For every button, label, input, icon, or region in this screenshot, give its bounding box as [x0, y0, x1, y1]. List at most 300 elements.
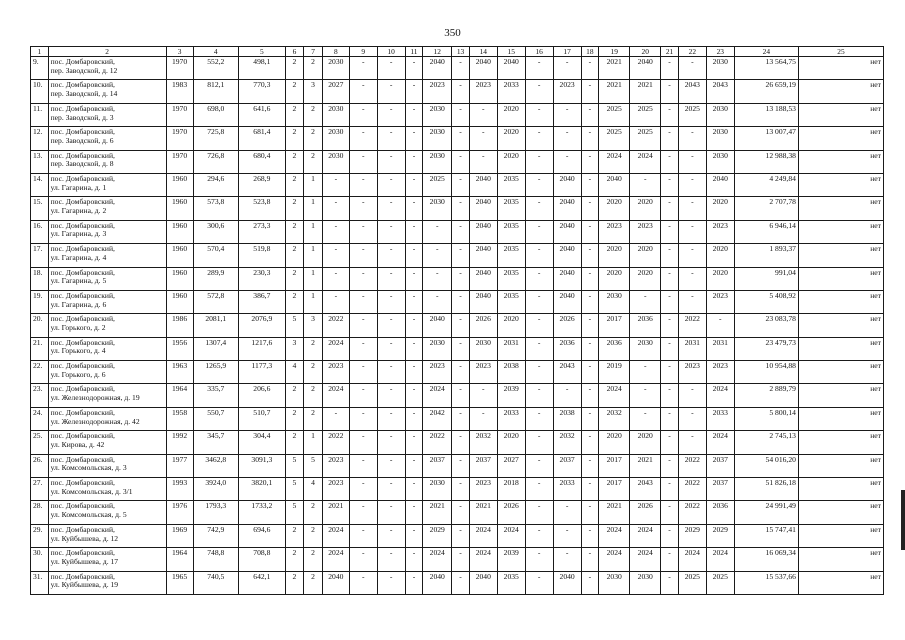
- table-cell: 2021: [599, 501, 630, 524]
- table-cell: 2024: [706, 384, 734, 407]
- table-cell: 2040: [469, 173, 497, 196]
- table-cell: 2032: [553, 431, 581, 454]
- table-cell: -: [377, 337, 405, 360]
- table-cell: 2026: [469, 314, 497, 337]
- column-header-16: 16: [525, 47, 553, 57]
- column-header-15: 15: [497, 47, 525, 57]
- table-cell: нет: [798, 454, 883, 477]
- table-cell: 1733,2: [239, 501, 286, 524]
- table-cell: 300,6: [193, 220, 239, 243]
- table-cell: 2023: [423, 361, 452, 384]
- table-cell: 694,6: [239, 524, 286, 547]
- table-cell: 1: [304, 244, 323, 267]
- table-cell: 2022: [678, 454, 706, 477]
- table-cell: 2: [285, 571, 304, 594]
- table-cell: -: [423, 220, 452, 243]
- table-cell: -: [581, 314, 599, 337]
- table-cell: 2020: [630, 244, 661, 267]
- address-cell: пос. Домбаровский, пер. Заводской, д. 14: [48, 80, 166, 103]
- table-cell: 5: [304, 454, 323, 477]
- table-cell: 2: [304, 150, 323, 173]
- table-cell: 770,3: [239, 80, 286, 103]
- table-cell: 1970: [166, 150, 193, 173]
- table-cell: -: [452, 173, 470, 196]
- table-cell: -: [377, 548, 405, 571]
- table-cell: 573,8: [193, 197, 239, 220]
- table-cell: -: [405, 290, 423, 313]
- table-cell: -: [452, 384, 470, 407]
- table-cell: -: [349, 337, 377, 360]
- table-cell: -: [678, 431, 706, 454]
- table-cell: 2031: [706, 337, 734, 360]
- table-cell: -: [423, 267, 452, 290]
- column-header-25: 25: [798, 47, 883, 57]
- address-cell: пос. Домбаровский, ул. Комсомольская, д. 3: [48, 454, 166, 477]
- table-cell: -: [581, 220, 599, 243]
- table-cell: -: [661, 478, 679, 501]
- table-cell: -: [377, 361, 405, 384]
- table-cell: -: [581, 524, 599, 547]
- address-cell: пос. Домбаровский, ул. Гагарина, д. 1: [48, 173, 166, 196]
- table-cell: -: [661, 267, 679, 290]
- column-header-13: 13: [452, 47, 470, 57]
- table-row: [31, 290, 884, 313]
- table-cell: -: [525, 454, 553, 477]
- table-cell: 2020: [497, 127, 525, 150]
- table-cell: 6 946,14: [734, 220, 798, 243]
- table-cell: -: [349, 571, 377, 594]
- table-cell: 570,4: [193, 244, 239, 267]
- table-cell: 2030: [423, 197, 452, 220]
- table-cell: 2: [285, 150, 304, 173]
- table-cell: -: [377, 197, 405, 220]
- table-cell: -: [377, 431, 405, 454]
- table-cell: 268,9: [239, 173, 286, 196]
- table-cell: 5 800,14: [734, 407, 798, 430]
- table-cell: 273,3: [239, 220, 286, 243]
- table-cell: -: [377, 267, 405, 290]
- table-cell: 2040: [469, 571, 497, 594]
- table-cell: 2026: [630, 501, 661, 524]
- table-cell: 10 954,88: [734, 361, 798, 384]
- table-cell: 2037: [553, 454, 581, 477]
- table-cell: 552,2: [193, 57, 239, 80]
- table-cell: -: [581, 290, 599, 313]
- table-cell: 2030: [630, 337, 661, 360]
- table-cell: -: [630, 290, 661, 313]
- table-cell: 1969: [166, 524, 193, 547]
- table-cell: -: [452, 150, 470, 173]
- table-cell: 2030: [322, 127, 349, 150]
- table-cell: 3091,3: [239, 454, 286, 477]
- table-cell: 2030: [706, 127, 734, 150]
- address-cell: пос. Домбаровский, ул. Куйбышева, д. 17: [48, 548, 166, 571]
- table-cell: 2022: [322, 314, 349, 337]
- table-cell: -: [581, 197, 599, 220]
- table-cell: 1177,3: [239, 361, 286, 384]
- address-cell: пос. Домбаровский, ул. Горького, д. 4: [48, 337, 166, 360]
- table-cell: -: [525, 384, 553, 407]
- table-cell: -: [525, 127, 553, 150]
- table-cell: -: [581, 454, 599, 477]
- table-cell: 519,8: [239, 244, 286, 267]
- table-cell: 726,8: [193, 150, 239, 173]
- row-number-cell: 25.: [31, 431, 49, 454]
- table-cell: 2023: [469, 361, 497, 384]
- table-row: [31, 150, 884, 173]
- table-cell: -: [678, 407, 706, 430]
- row-number-cell: 18.: [31, 267, 49, 290]
- table-cell: -: [581, 173, 599, 196]
- table-cell: -: [452, 361, 470, 384]
- table-cell: 2040: [553, 290, 581, 313]
- table-cell: -: [452, 524, 470, 547]
- table-cell: -: [452, 127, 470, 150]
- table-cell: 3820,1: [239, 478, 286, 501]
- table-cell: -: [405, 361, 423, 384]
- table-cell: 2030: [423, 478, 452, 501]
- table-cell: -: [377, 407, 405, 430]
- table-cell: -: [525, 150, 553, 173]
- column-header-7: 7: [304, 47, 323, 57]
- row-number-cell: 31.: [31, 571, 49, 594]
- table-cell: -: [405, 454, 423, 477]
- table-cell: 2020: [599, 431, 630, 454]
- table-cell: 2038: [497, 361, 525, 384]
- table-cell: 26 659,19: [734, 80, 798, 103]
- table-cell: -: [661, 127, 679, 150]
- table-cell: 2021: [630, 454, 661, 477]
- address-cell: пос. Домбаровский, ул. Кирова, д. 42: [48, 431, 166, 454]
- table-cell: 2030: [423, 150, 452, 173]
- address-cell: пос. Домбаровский, ул. Гагарина, д. 6: [48, 290, 166, 313]
- table-cell: 2033: [706, 407, 734, 430]
- table-cell: -: [377, 571, 405, 594]
- table-cell: -: [553, 127, 581, 150]
- table-cell: 1956: [166, 337, 193, 360]
- table-cell: 2020: [706, 267, 734, 290]
- table-cell: 2 707,78: [734, 197, 798, 220]
- table-cell: 2024: [706, 548, 734, 571]
- table-cell: нет: [798, 173, 883, 196]
- table-cell: -: [661, 150, 679, 173]
- row-number-cell: 28.: [31, 501, 49, 524]
- table-cell: -: [452, 314, 470, 337]
- table-cell: -: [630, 173, 661, 196]
- table-cell: 3462,8: [193, 454, 239, 477]
- table-cell: -: [452, 548, 470, 571]
- table-row: [31, 571, 884, 594]
- table-cell: 2025: [630, 103, 661, 126]
- table-cell: -: [661, 314, 679, 337]
- table-cell: -: [377, 524, 405, 547]
- row-number-cell: 12.: [31, 127, 49, 150]
- table-cell: -: [678, 267, 706, 290]
- table-cell: 2022: [423, 431, 452, 454]
- table-cell: 304,4: [239, 431, 286, 454]
- table-cell: -: [405, 501, 423, 524]
- table-cell: 2021: [599, 57, 630, 80]
- column-header-23: 23: [706, 47, 734, 57]
- table-cell: -: [349, 197, 377, 220]
- table-cell: 289,9: [193, 267, 239, 290]
- table-cell: -: [452, 407, 470, 430]
- table-cell: -: [405, 267, 423, 290]
- row-number-cell: 11.: [31, 103, 49, 126]
- table-cell: 1307,4: [193, 337, 239, 360]
- table-row: [31, 80, 884, 103]
- table-cell: 4: [304, 478, 323, 501]
- column-header-14: 14: [469, 47, 497, 57]
- table-cell: 1970: [166, 103, 193, 126]
- table-cell: 2036: [553, 337, 581, 360]
- table-cell: 2: [304, 127, 323, 150]
- table-cell: -: [349, 361, 377, 384]
- table-cell: 2031: [497, 337, 525, 360]
- table-cell: 5: [285, 501, 304, 524]
- table-cell: 2: [304, 103, 323, 126]
- table-cell: 2040: [469, 244, 497, 267]
- table-cell: -: [405, 407, 423, 430]
- table-cell: 2: [285, 548, 304, 571]
- table-cell: 2036: [630, 314, 661, 337]
- row-number-cell: 19.: [31, 290, 49, 313]
- table-cell: -: [377, 384, 405, 407]
- table-cell: 345,7: [193, 431, 239, 454]
- column-header-11: 11: [405, 47, 423, 57]
- table-cell: 2020: [599, 244, 630, 267]
- table-cell: 2033: [497, 80, 525, 103]
- table-cell: 1265,9: [193, 361, 239, 384]
- table-cell: 2: [285, 431, 304, 454]
- column-header-1: 1: [31, 47, 49, 57]
- table-cell: -: [581, 571, 599, 594]
- table-cell: 2: [285, 407, 304, 430]
- table-cell: -: [469, 127, 497, 150]
- table-cell: 2036: [599, 337, 630, 360]
- table-cell: 2024: [630, 150, 661, 173]
- table-cell: -: [405, 57, 423, 80]
- table-cell: 2023: [469, 80, 497, 103]
- table-cell: 2030: [706, 150, 734, 173]
- table-cell: -: [678, 173, 706, 196]
- table-cell: -: [661, 501, 679, 524]
- table-row: [31, 337, 884, 360]
- table-cell: 1977: [166, 454, 193, 477]
- table-cell: -: [525, 571, 553, 594]
- table-cell: -: [525, 244, 553, 267]
- table-cell: нет: [798, 244, 883, 267]
- table-cell: -: [661, 548, 679, 571]
- table-cell: нет: [798, 548, 883, 571]
- table-cell: 748,8: [193, 548, 239, 571]
- table-cell: 1: [304, 173, 323, 196]
- table-cell: 386,7: [239, 290, 286, 313]
- row-number-cell: 16.: [31, 220, 49, 243]
- table-cell: нет: [798, 361, 883, 384]
- column-header-12: 12: [423, 47, 452, 57]
- table-cell: 1217,6: [239, 337, 286, 360]
- row-number-cell: 20.: [31, 314, 49, 337]
- table-cell: 1965: [166, 571, 193, 594]
- page-number: 350: [444, 27, 461, 39]
- address-cell: пос. Домбаровский, пер. Заводской, д. 8: [48, 150, 166, 173]
- table-cell: 13 564,75: [734, 57, 798, 80]
- table-cell: -: [349, 548, 377, 571]
- table-cell: 2030: [322, 103, 349, 126]
- table-cell: 2035: [497, 290, 525, 313]
- table-cell: -: [661, 57, 679, 80]
- table-row: [31, 431, 884, 454]
- table-cell: -: [349, 103, 377, 126]
- table-cell: 2020: [497, 431, 525, 454]
- table-cell: 2: [304, 361, 323, 384]
- table-cell: 1983: [166, 80, 193, 103]
- table-cell: -: [678, 290, 706, 313]
- table-cell: 5: [285, 454, 304, 477]
- table-cell: 1: [304, 431, 323, 454]
- table-cell: 2040: [469, 290, 497, 313]
- table-cell: -: [349, 57, 377, 80]
- table-cell: 3: [304, 80, 323, 103]
- table-cell: 2035: [497, 173, 525, 196]
- table-cell: 2: [285, 244, 304, 267]
- table-cell: 2033: [553, 478, 581, 501]
- table-cell: 2043: [630, 478, 661, 501]
- table-cell: 2030: [423, 127, 452, 150]
- table-cell: 2032: [469, 431, 497, 454]
- table-cell: 23 083,78: [734, 314, 798, 337]
- table-cell: -: [405, 80, 423, 103]
- table-cell: -: [377, 244, 405, 267]
- table-cell: -: [525, 407, 553, 430]
- table-cell: 2030: [469, 337, 497, 360]
- row-number-cell: 21.: [31, 337, 49, 360]
- table-cell: -: [322, 197, 349, 220]
- table-cell: 2076,9: [239, 314, 286, 337]
- table-cell: 2030: [706, 103, 734, 126]
- address-cell: пос. Домбаровский, ул. Гагарина, д. 2: [48, 197, 166, 220]
- table-cell: 2081,1: [193, 314, 239, 337]
- table-cell: -: [349, 478, 377, 501]
- table-cell: -: [349, 501, 377, 524]
- table-cell: 2019: [599, 361, 630, 384]
- table-cell: 1963: [166, 361, 193, 384]
- table-cell: 1964: [166, 548, 193, 571]
- table-cell: -: [377, 314, 405, 337]
- table-cell: 2035: [497, 571, 525, 594]
- table-row: [31, 524, 884, 547]
- table-cell: нет: [798, 524, 883, 547]
- table-cell: 642,1: [239, 571, 286, 594]
- table-cell: -: [581, 407, 599, 430]
- table-cell: 2040: [553, 197, 581, 220]
- table-cell: -: [581, 150, 599, 173]
- table-cell: 2021: [630, 80, 661, 103]
- table-cell: -: [349, 267, 377, 290]
- table-cell: -: [377, 478, 405, 501]
- table-cell: 2020: [599, 197, 630, 220]
- table-row: [31, 478, 884, 501]
- table-cell: -: [377, 220, 405, 243]
- table-cell: 2040: [599, 173, 630, 196]
- table-cell: 2040: [706, 173, 734, 196]
- table-cell: -: [581, 337, 599, 360]
- table-cell: 2040: [553, 220, 581, 243]
- table-cell: 681,4: [239, 127, 286, 150]
- table-cell: 3: [285, 337, 304, 360]
- table-cell: 2024: [423, 384, 452, 407]
- table-cell: -: [452, 290, 470, 313]
- table-cell: -: [405, 314, 423, 337]
- table-row: [31, 407, 884, 430]
- table-cell: -: [349, 524, 377, 547]
- table-cell: 15 747,41: [734, 524, 798, 547]
- table-cell: 2: [304, 548, 323, 571]
- table-cell: 498,1: [239, 57, 286, 80]
- table-cell: 2020: [497, 314, 525, 337]
- table-cell: -: [661, 431, 679, 454]
- table-cell: 2024: [599, 150, 630, 173]
- row-number-cell: 26.: [31, 454, 49, 477]
- table-cell: -: [678, 127, 706, 150]
- table-cell: 24 991,49: [734, 501, 798, 524]
- table-cell: -: [377, 290, 405, 313]
- table-cell: 2: [285, 267, 304, 290]
- table-cell: -: [661, 197, 679, 220]
- table-cell: -: [405, 548, 423, 571]
- table-cell: -: [525, 478, 553, 501]
- table-cell: -: [525, 337, 553, 360]
- table-cell: 1960: [166, 197, 193, 220]
- row-number-cell: 23.: [31, 384, 49, 407]
- table-cell: -: [452, 267, 470, 290]
- address-cell: пос. Домбаровский, пер. Заводской, д. 12: [48, 57, 166, 80]
- table-cell: 2024: [469, 548, 497, 571]
- table-cell: -: [452, 57, 470, 80]
- table-cell: -: [581, 384, 599, 407]
- table-cell: 2023: [706, 220, 734, 243]
- table-cell: -: [581, 478, 599, 501]
- table-cell: 2040: [423, 314, 452, 337]
- table-row: [31, 244, 884, 267]
- table-row: [31, 57, 884, 80]
- table-cell: 1793,3: [193, 501, 239, 524]
- table-cell: -: [349, 290, 377, 313]
- column-header-6: 6: [285, 47, 304, 57]
- table-cell: 2030: [322, 150, 349, 173]
- table-cell: 1958: [166, 407, 193, 430]
- table-cell: нет: [798, 407, 883, 430]
- table-cell: 2040: [322, 571, 349, 594]
- table-cell: 2043: [678, 80, 706, 103]
- table-cell: 2018: [497, 478, 525, 501]
- address-cell: пос. Домбаровский, ул. Железнодорожная, д. 42: [48, 407, 166, 430]
- table-cell: -: [452, 454, 470, 477]
- table-cell: 2030: [599, 571, 630, 594]
- table-cell: 2020: [599, 267, 630, 290]
- table-cell: 2017: [599, 478, 630, 501]
- table-cell: 2021: [423, 501, 452, 524]
- column-header-22: 22: [678, 47, 706, 57]
- table-cell: 2037: [469, 454, 497, 477]
- table-cell: 2037: [706, 478, 734, 501]
- address-cell: пос. Домбаровский, ул. Гагарина, д. 4: [48, 244, 166, 267]
- table-cell: 742,9: [193, 524, 239, 547]
- table-cell: -: [581, 127, 599, 150]
- table-cell: -: [630, 361, 661, 384]
- table-cell: 206,6: [239, 384, 286, 407]
